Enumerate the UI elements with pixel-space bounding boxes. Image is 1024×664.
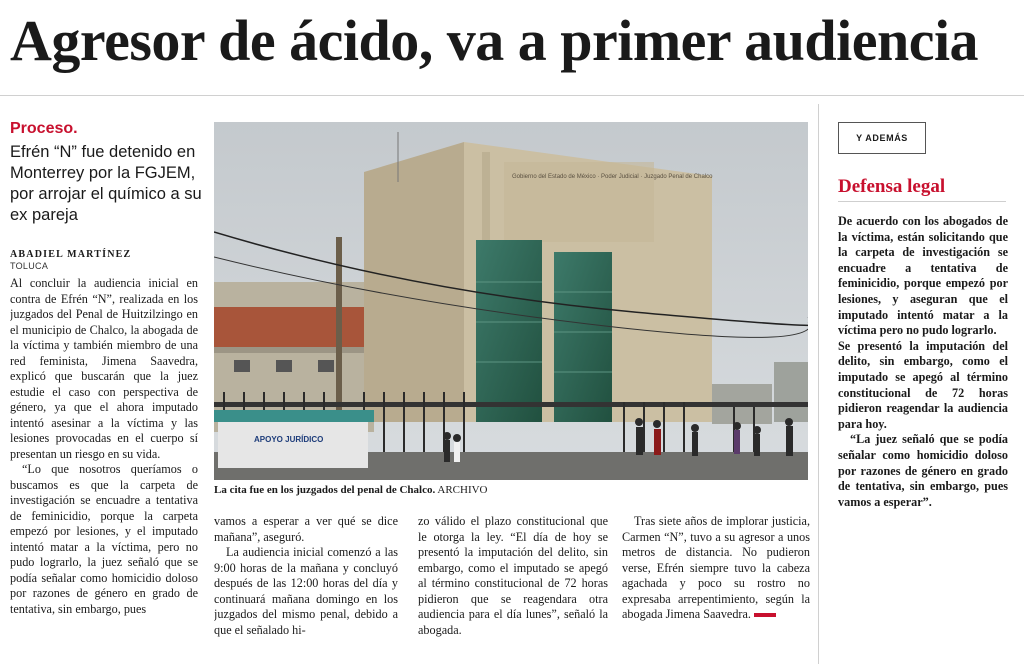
sidebar-paragraph: “La juez señaló que se podía señalar como homicidio doloso por razones de género en grado de tentativa, sin embargo, pues vamos a esperar”.: [838, 432, 1008, 509]
paragraph: Al concluir la audiencia inicial en contra de Efrén “N”, realizada en los juzgados del Penal de Huitzilzingo en el municipio de Chalco, la abogada de la víctima y también miembro de una red feminista, Jimena Saavedra, explicó que buscarán que la juez estudie el caso con perspectiva de género, ya que el ahora imputado intentó asesinar a la víctima y las lesiones provocadas en el cuerpo sí presentan un riesgo en su vida.: [10, 276, 198, 461]
end-of-article-mark: [754, 613, 776, 617]
sidebar-title: Defensa legal: [838, 176, 946, 197]
article-photo: [214, 122, 808, 480]
caption-credit: ARCHIVO: [437, 484, 488, 496]
sidebar-paragraph: De acuerdo con los abogados de la víctima, están solicitando que la carpeta de investigación se encuadre a tentativa de feminicidio, porque empezó por lesiones, y aseguran que el imputado intentó matar a la víctima pero no pudo lograrlo.: [838, 214, 1008, 338]
headline: Agresor de ácido, va a primer audiencia: [10, 8, 979, 73]
paragraph: “Lo que nosotros queríamos o buscamos es que la carpeta de investigación se encuadre a tentativa de feminicidio, porque la carpeta empezó por lesiones, y el imputado intentó matar a la víctima, pero no pudo lograrlo, la juez señaló que se podía señalar como homicidio doloso por razones de género en grado de tentativa, sin embargo, pues: [10, 462, 198, 616]
building-sign-text: Gobierno del Estado de México · Poder Judicial · Juzgado Penal de Chalco: [512, 174, 713, 180]
paragraph: [622, 514, 810, 623]
kicker: Proceso.: [10, 120, 78, 137]
byline: ABADIEL MARTÍNEZ: [10, 249, 132, 260]
paragraph-text: Tras siete años de implorar justicia, Carmen “N”, tuvo a su agresor a unos metros de distancia. No pudieron verse, Efrén siempre tuvo la cabeza agachada y poco su rostro no expresaba arrepentimiento, según la abogada Jimena Saavedra.: [622, 514, 810, 621]
sidebar-body: [838, 214, 1008, 510]
column-divider: [818, 104, 819, 664]
paragraph: zo válido el plazo constitucional que le otorga la ley. “El día de hoy se presentó la imputación del delito, sin embargo, como el imputado se apegó al término constitucional de 72 horas pidieron que se reagendara otra audiencia para el día lunes”, señaló la abogada.: [418, 514, 608, 637]
sidebar-paragraph: Se presentó la imputación del delito, sin embargo, como el imputado se apegó al término constitucional de 72 horas pidieron reagendar la audiencia para hoy.: [838, 338, 1008, 431]
photo-caption: [214, 484, 808, 496]
deck: Efrén “N” fue detenido en Monterrey por la FGJEM, por arrojar el químico a su ex pareja: [10, 143, 202, 224]
dateline-location: TOLUCA: [10, 261, 49, 271]
sidebar-rule: [838, 201, 1006, 202]
paragraph: La audiencia inicial comenzó a las 9:00 horas de la mañana y concluyó después de las 12:00 horas del día y continuará mañana domingo en los juzgados del mismo penal, debido a que el señalado hi-: [214, 545, 398, 637]
paragraph: vamos a esperar a ver qué se dice mañana”, aseguró.: [214, 514, 398, 544]
caption-text: La cita fue en los juzgados del penal de Chalco.: [214, 484, 436, 496]
article-column-1: [10, 276, 198, 662]
booth-sign-text: APOYO JURÍDICO: [254, 435, 324, 444]
article-column-3: [418, 514, 608, 662]
top-rule: [0, 95, 1024, 96]
sidebar-badge: Y ADEMÁS: [838, 122, 926, 154]
article-column-4: [622, 514, 810, 662]
article-column-2: [214, 514, 398, 662]
